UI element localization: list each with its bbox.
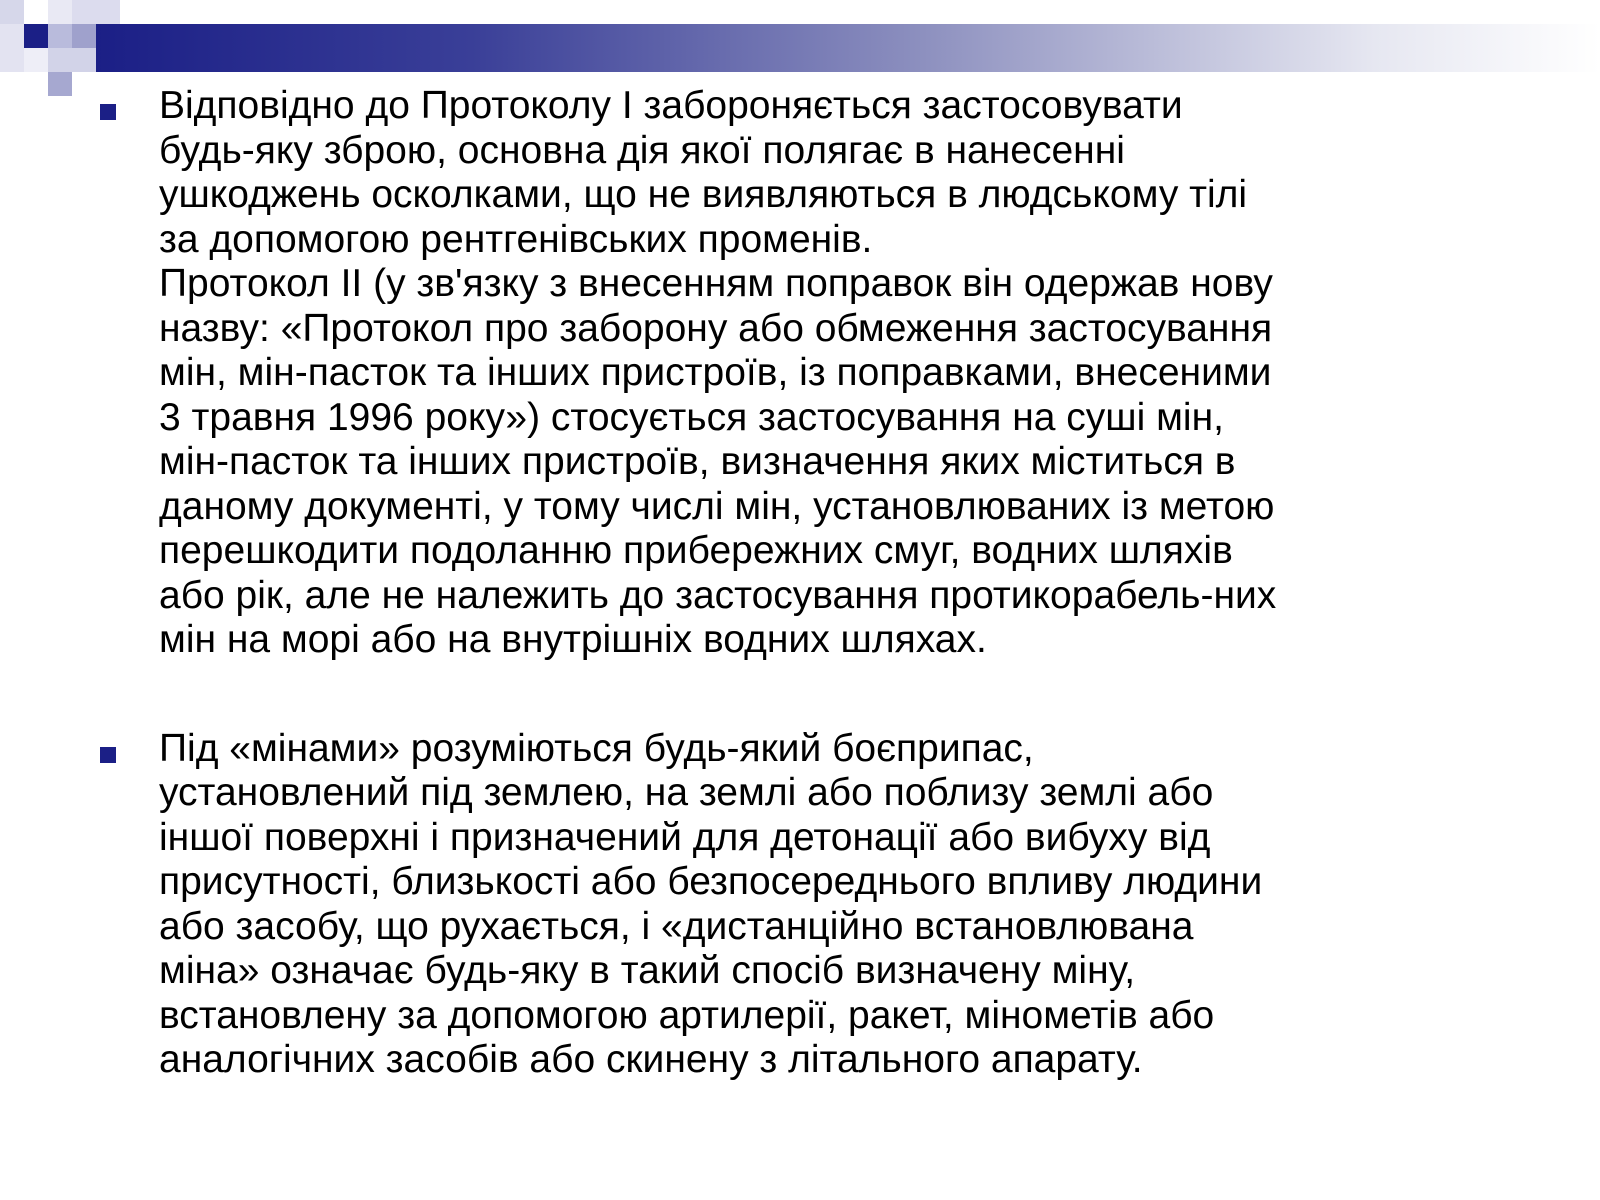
decor-square: [48, 48, 96, 72]
decor-square: [24, 48, 48, 72]
decor-square: [24, 24, 48, 48]
bullet-item-protocols: [100, 84, 1540, 663]
square-bullet-icon: [100, 747, 116, 763]
slide-content: [100, 84, 1540, 1083]
bullet-text: Під «мінами» розуміються будь-який боєприпас, установлений під землею, на землі або поблизу землі або іншої поверхні і призначений для детонації або вибуху від присутності, близькості або безпосереднього впливу людини або засобу, що рухається, і «дистанційно встановлювана міна» означає будь-яку в такий спосіб визначену міну, встановлену за допомогою артилерії, ракет, мінометів або аналогічних засобів або скинену з літального апарату.: [159, 726, 1263, 1081]
header-gradient-bar: [96, 24, 1600, 72]
decor-square: [48, 24, 72, 48]
bullet-item-mines-definition: [100, 727, 1540, 1083]
decor-square: [72, 0, 120, 24]
square-bullet-icon: [100, 104, 116, 120]
decor-square: [48, 0, 72, 24]
decor-square: [0, 0, 24, 24]
decor-square: [0, 24, 24, 72]
decor-square: [48, 72, 72, 96]
bullet-text: Відповідно до Протоколу I забороняється застосовувати будь-яку зброю, основна дія якої полягає в нанесенні ушкоджень осколками, що не виявляються в людському тілі за допомогою рентгенівських променів. Протокол II (у зв'язку з внесенням поправок він одержав нову назву: «Протокол про заборону або обмеження застосування мін, мін-пасток та інших пристроїв, із поправками, внесеними 3 травня 1996 року») стосується застосування на суші мін, мін-пасток та інших пристроїв, визначення яких міститься в даному документі, у тому числі мін, установлюваних із метою перешкодити подоланню прибережних смуг, водних шляхів або рік, але не належить до застосування протикорабель-них мін на морі або на внутрішніх водних шляхах.: [159, 84, 1277, 661]
